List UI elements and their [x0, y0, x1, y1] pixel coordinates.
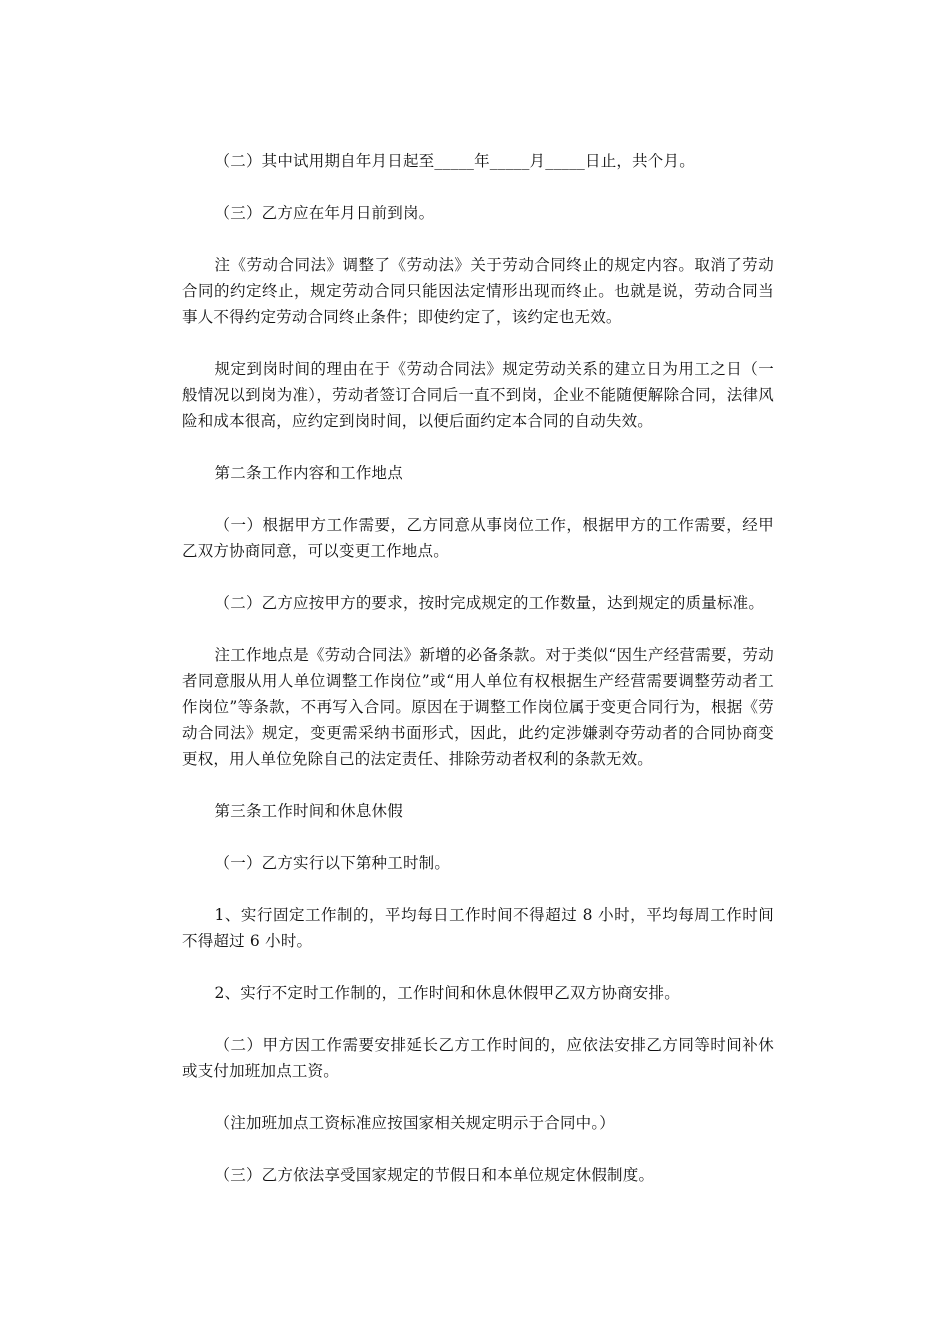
paragraph-note-overtime-pay: （注加班加点工资标准应按国家相关规定明示于合同中。）	[214, 1114, 615, 1132]
paragraph-flexible-hours: 2、实行不定时工作制的，工作时间和休息休假甲乙双方协商安排。	[214, 984, 680, 1002]
paragraph-report-date: （三）乙方应在年月日前到岗。	[214, 204, 435, 222]
paragraph-probation-period: （二）其中试用期自年月日起至_____年_____月_____日止，共个月。	[214, 152, 695, 170]
paragraph-work-hours-system: （一）乙方实行以下第种工时制。	[214, 854, 451, 872]
paragraph-work-quantity: （二）乙方应按甲方的要求，按时完成规定的工作数量，达到规定的质量标准。	[214, 594, 765, 612]
heading-article-2: 第二条工作内容和工作地点	[214, 464, 403, 482]
paragraph-holidays: （三）乙方依法享受国家规定的节假日和本单位规定休假制度。	[214, 1166, 655, 1184]
paragraph-note-termination: 注《劳动合同法》调整了《劳动法》关于劳动合同终止的规定内容。取消了劳动合同的约定终止，规定劳动合同只能因法定情形出现而终止。也就是说，劳动合同当事人不得约定劳动合同终止条件；即使约定了，该约定也无效。	[182, 256, 774, 326]
paragraph-report-reason: 规定到岗时间的理由在于《劳动合同法》规定劳动关系的建立日为用工之日（一般情况以到岗为准），劳动者签订合同后一直不到岗，企业不能随便解除合同，法律风险和成本很高，应约定到岗时间，以便后面约定本合同的自动失效。	[182, 360, 774, 430]
paragraph-fixed-hours: 1、实行固定工作制的，平均每日工作时间不得超过 8 小时，平均每周工作时间不得超过 6 小时。	[182, 906, 774, 950]
paragraph-job-content: （一）根据甲方工作需要，乙方同意从事岗位工作，根据甲方的工作需要，经甲乙双方协商同意，可以变更工作地点。	[182, 516, 774, 560]
paragraph-note-workplace: 注工作地点是《劳动合同法》新增的必备条款。对于类似“因生产经营需要，劳动者同意服从用人单位调整工作岗位”或“用人单位有权根据生产经营需要调整劳动者工作岗位”等条款，不再写入合同。原因在于调整工作岗位属于变更合同行为，根据《劳动合同法》规定，变更需采纳书面形式，因此，此约定涉嫌剥夺劳动者的合同协商变更权，用人单位免除自己的法定责任、排除劳动者权利的条款无效。	[182, 646, 774, 768]
paragraph-overtime: （二）甲方因工作需要安排延长乙方工作时间的，应依法安排乙方同等时间补休或支付加班加点工资。	[182, 1036, 774, 1080]
heading-article-3: 第三条工作时间和休息休假	[214, 802, 403, 820]
document-body	[182, 148, 774, 1188]
